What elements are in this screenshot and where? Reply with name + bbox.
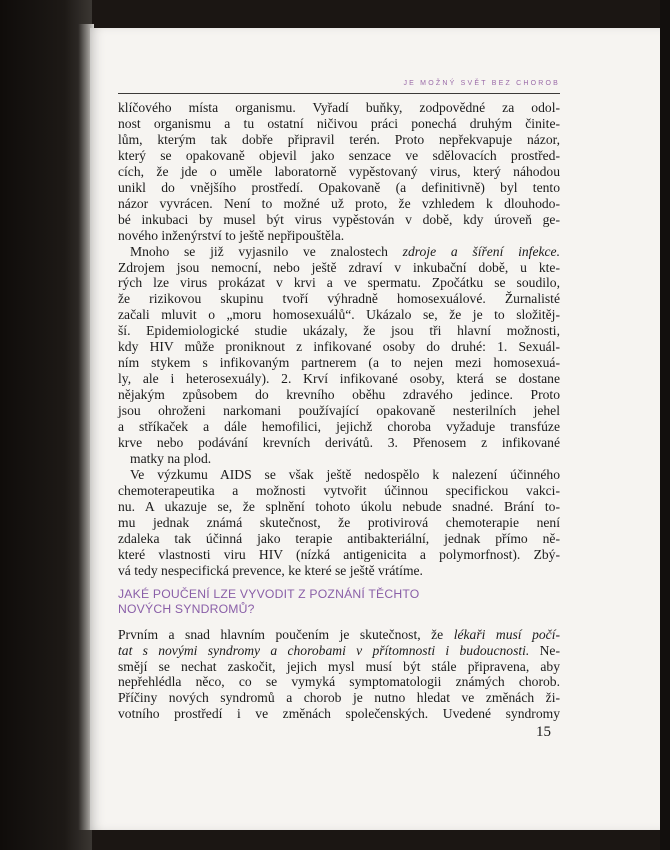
text-line: který se opakovaně objevil jako senzace ve sdělovacích prostřed- bbox=[118, 147, 560, 163]
text-line: krve nebo podávání krevních derivátů. 3. Přenosem z infikované bbox=[118, 435, 560, 451]
text-line: mu jednak známá skutečnost, že protivirová chemoterapie není bbox=[118, 514, 560, 530]
heading-line: JAKÉ POUČENÍ LZE VYVODIT Z POZNÁNÍ TĚCHTO bbox=[118, 586, 420, 601]
body-text bbox=[118, 100, 560, 722]
text-line: klíčového místa organismu. Vyřadí buňky, zodpovědné za odol- bbox=[118, 100, 560, 115]
text-line: Ve výzkumu AIDS se však ještě nedospělo k nalezení účinného bbox=[130, 466, 560, 482]
paragraph-3 bbox=[118, 467, 560, 579]
text-line: nového inženýrství to ještě nepřipouštěla. bbox=[118, 227, 345, 243]
scan-background-top bbox=[0, 0, 670, 28]
text-line: unikl do vnějšího prostředí. Opakovaně (a definitivně) byl tento bbox=[118, 179, 560, 195]
page-number: 15 bbox=[536, 724, 551, 740]
text-line: jsou ohroženi narkomani používající opakovaně nesterilních jehel bbox=[118, 403, 560, 419]
text-line: kdy HIV může proniknout z infikované osoby do druhé: 1. Sexuál- bbox=[118, 339, 560, 355]
text-line: že rizikovou skupinu tvoří výhradně homosexuálové. Žurnalisté bbox=[118, 291, 560, 307]
text-run: Ne- bbox=[529, 642, 560, 658]
text-line: zdaleka tak účinná jako terapie antibakteriální, jednak přímo ně- bbox=[118, 530, 560, 546]
paragraph-2 bbox=[118, 244, 560, 467]
section-heading bbox=[118, 587, 560, 617]
text-line: rých lze virus prokázat v krvi a ve spermatu. Zpočátku se soudilo, bbox=[118, 275, 560, 291]
text-line: lům, kterým tak dobře připravil terén. Proto nepřekvapuje názor, bbox=[118, 131, 560, 147]
text-line: ly, ale i heterosexuály). 2. Krví infikované osoby, která se dostane bbox=[118, 371, 560, 387]
paragraph-1 bbox=[118, 100, 560, 244]
text-line: Příčiny nových syndromů a chorob je nutno hledat ve změnách ži- bbox=[118, 690, 560, 706]
heading-line: NOVÝCH SYNDROMŮ? bbox=[118, 601, 255, 616]
header-rule bbox=[118, 93, 560, 94]
text-line: začali mluvit o „moru homosexuálů“. Ukázalo se, že je to složitěj- bbox=[118, 307, 560, 323]
text-line: nost organismu a tu ostatní ničivou práci ponechá druhým činite- bbox=[118, 115, 560, 131]
text-run: Prvním a snad hlavním poučením je skutečnost, že bbox=[118, 626, 454, 642]
text-line bbox=[118, 643, 560, 659]
text-line: smějí se nechat zaskočit, jejich mysl musí být stále připravena, aby bbox=[118, 658, 560, 674]
text-line: votního prostředí i ve změnách společenských. Uvedené syndromy bbox=[118, 706, 560, 722]
text-line: ší. Epidemiologické studie ukázaly, že jsou tři hlavní možnosti, bbox=[118, 323, 560, 339]
text-line: nepřehlédla něco, co se vymyká symptomatologii známých chorob. bbox=[118, 674, 560, 690]
italic-emphasis: tat s novými syndromy a chorobami v přítomnosti i budoucnosti. bbox=[118, 642, 530, 658]
text-line bbox=[118, 627, 560, 643]
text-line bbox=[118, 244, 560, 260]
text-line: a stříkaček a dále hemofilici, jejichž choroba vyžaduje transfúze bbox=[118, 419, 560, 435]
paragraph-4 bbox=[118, 627, 560, 723]
text-run: Mnoho se již vyjasnilo ve znalostech bbox=[130, 243, 403, 259]
text-line: které vlastnosti viru HIV (nízká antigenicita a polymorfnost). Zbý- bbox=[118, 546, 560, 562]
text-line: ním stykem s infikovaným partnerem (a to nejen mezi homosexuá- bbox=[118, 355, 560, 371]
text-line: nějakým způsobem do krevního oběhu zdravého jedince. Proto bbox=[118, 387, 560, 403]
scan-background-right bbox=[660, 0, 670, 850]
text-line: bé inkubaci by musel být virus vypěstován v době, kdy úroveň ge- bbox=[118, 211, 560, 227]
text-line: názor vyvrácen. Není to možné už proto, že vzhledem k dlouhodo- bbox=[118, 195, 560, 211]
italic-emphasis: lékaři musí počí- bbox=[453, 626, 560, 642]
text-line: chemoterapeutika a možnosti vytvořit účinnou specifickou vakci- bbox=[118, 482, 560, 498]
text-line: cích, že jde o uměle laboratorně vypěstovaný virus, který náhodou bbox=[118, 163, 560, 179]
text-line: Zdrojem jsou nemocní, nebo ještě zdraví v inkubační době, u kte- bbox=[118, 259, 560, 275]
text-line: matky na plod. bbox=[130, 450, 212, 466]
text-line: nu. A ukazuje se, že splnění tohoto úkolu nebude snadné. Brání to- bbox=[118, 498, 560, 514]
running-head: JE MOŽNÝ SVĚT BEZ CHOROB bbox=[403, 80, 560, 87]
italic-emphasis: zdroje a šíření infekce. bbox=[402, 243, 560, 259]
text-line: vá tedy nespecifická prevence, ke které se ještě vrátíme. bbox=[118, 562, 423, 578]
